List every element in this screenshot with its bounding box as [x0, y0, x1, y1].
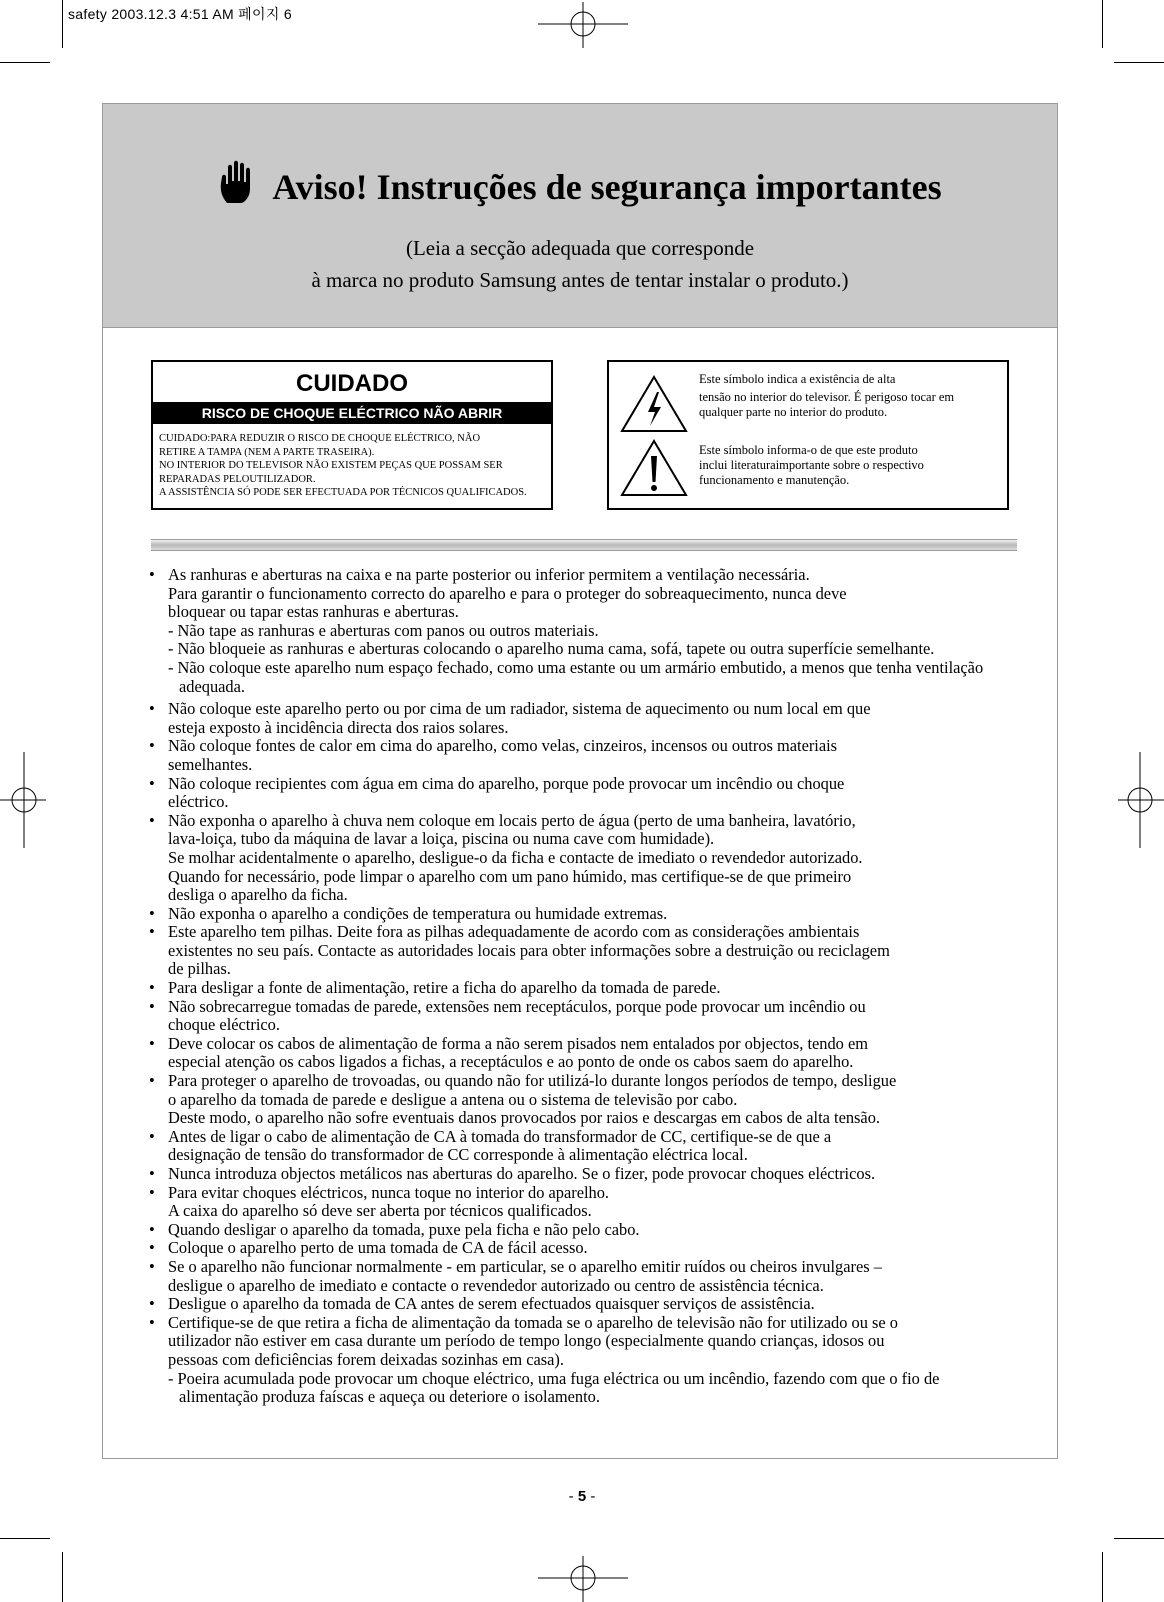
safety-item-line: • Para proteger o aparelho de trovoadas, ou quando não for utilizá-lo durante longos períodos de tempo, desligue — [168, 1071, 897, 1091]
safety-item-line: lava-loiça, tubo da máquina de lavar a loiça, piscina ou numa cave com humidade). — [168, 829, 715, 849]
page-title-row — [103, 159, 1057, 209]
safety-item-line: • Para desligar a fonte de alimentação, retire a ficha do aparelho da tomada de parede. — [168, 978, 721, 998]
subtitle-line: (Leia a secção adequada que corresponde — [405, 236, 755, 260]
safety-item-line: • Não coloque este aparelho perto ou por cima de um radiador, sistema de aquecimento ou num local em que — [168, 699, 871, 719]
safety-item-line: Para garantir o funcionamento correcto do aparelho e para o proteger do sobreaquecimento, nunca deve — [168, 583, 847, 603]
safety-item — [149, 775, 1019, 812]
safety-item-line: • Não sobrecarregue tomadas de parede, extensões nem receptáculos, porque pode provocar um incêndio ou — [168, 996, 866, 1016]
registration-mark-left — [0, 752, 46, 848]
safety-item-line: desligue o aparelho de imediato e contacte o revendedor autorizado ou centro de assistência técnica. — [168, 1275, 824, 1295]
safety-item — [149, 700, 1019, 737]
voltage-line: Este símbolo indica a existência de alta — [699, 372, 896, 386]
caution-text — [153, 424, 551, 500]
safety-item-line: • Deve colocar os cabos de alimentação de forma a não serem pisados nem entalados por objectos, tendo em — [168, 1033, 868, 1053]
safety-sub-item: - Não coloque este aparelho num espaço fechado, como uma estante ou um armário embutido, a menos que tenha ventilação adequada. — [168, 657, 984, 696]
lightning-bolt-triangle-icon — [619, 374, 689, 434]
safety-sub-item: - Não bloqueie as ranhuras e aberturas colocando o aparelho numa cama, sofá, tapete ou outra superfície semelhante. — [168, 639, 935, 659]
stop-hand-icon — [218, 159, 256, 205]
safety-item — [149, 1128, 1019, 1165]
crop-mark — [62, 0, 63, 48]
safety-item — [149, 1072, 1019, 1128]
caution-warning-bar: RISCO DE CHOQUE ELÉCTRICO NÃO ABRIR — [153, 402, 551, 424]
safety-item-line: • Não coloque recipientes com água em cima do aparelho, porque pode provocar um incêndio ou choque — [168, 773, 845, 793]
safety-item-line: • Desligue o aparelho da tomada de CA antes de serem efectuados quaisquer serviços de assistência. — [168, 1294, 815, 1314]
warning-line: funcionamento e manutenção. — [699, 473, 850, 487]
safety-item — [149, 1184, 1019, 1221]
safety-item — [149, 1165, 1019, 1184]
safety-item — [149, 1239, 1019, 1258]
warning-line: inclui literaturaimportante sobre o respectivo — [699, 458, 924, 472]
symbol-legend — [607, 360, 1009, 510]
safety-item-line: o aparelho da tomada de parede e desligue a antena ou o sistema de televisão por cabo. — [168, 1089, 738, 1109]
safety-item-line: • Se o aparelho não funcionar normalmente - em particular, se o aparelho emitir ruídos ou cheiros invulgares – — [168, 1256, 882, 1276]
warning-symbol-text — [699, 443, 999, 488]
safety-item — [149, 812, 1019, 905]
page-title: Aviso! Instruções de segurança importantes — [272, 167, 942, 207]
caution-line: A ASSISTÊNCIA SÓ PODE SER EFECTUADA POR TÉCNICOS QUALIFICADOS. — [159, 487, 527, 498]
safety-item-line: • Certifique-se de que retira a ficha de alimentação da tomada se o aparelho de televisão não for utilizado ou se o — [168, 1312, 898, 1332]
safety-item-line: desliga o aparelho da ficha. — [168, 885, 348, 905]
safety-item-line: esteja exposto à incidência directa dos raios solares. — [168, 717, 509, 737]
page-subtitle — [103, 232, 1057, 296]
print-slug: safety 2003.12.3 4:51 AM 페이지 6 — [68, 6, 292, 22]
safety-item-line: designação de tensão do transformador de CC corresponde à alimentação eléctrica local. — [168, 1145, 748, 1165]
crop-mark — [1114, 62, 1164, 63]
warning-line: Este símbolo informa-o de que este produto — [699, 443, 918, 457]
crop-mark — [62, 1552, 63, 1602]
safety-item-line: • Coloque o aparelho perto de uma tomada de CA de fácil acesso. — [168, 1238, 588, 1258]
safety-item — [149, 998, 1019, 1035]
safety-item-line: • Não exponha o aparelho a condições de temperatura ou humidade extremas. — [168, 903, 668, 923]
safety-item-line: bloquear ou tapar estas ranhuras e aberturas. — [168, 602, 459, 622]
safety-item-line: Quando for necessário, pode limpar o aparelho com um pano húmido, mas certifique-se de que primeiro — [168, 866, 852, 886]
safety-item-line: de pilhas. — [168, 959, 231, 979]
crop-mark — [1102, 1552, 1103, 1602]
safety-item-line: Se molhar acidentalmente o aparelho, desligue-o da ficha e contacte de imediato o revendedor autorizado. — [168, 847, 863, 867]
safety-item — [149, 1295, 1019, 1314]
caution-title: CUIDADO — [296, 370, 408, 397]
subtitle-line: à marca no produto Samsung antes de tentar instalar o produto.) — [311, 268, 849, 292]
safety-item-line: • Antes de ligar o cabo de alimentação de CA à tomada do transformador de CC, certifique-se de que a — [168, 1126, 832, 1146]
safety-item-line: pessoas com deficiências forem deixadas sozinhas em casa). — [168, 1349, 564, 1369]
safety-item-line: • Não exponha o aparelho à chuva nem coloque em locais perto de água (perto de uma banheira, lavatório, — [168, 810, 856, 830]
crop-mark — [1114, 1538, 1164, 1539]
safety-item-line: • Para evitar choques eléctricos, nunca toque no interior do aparelho. — [168, 1182, 610, 1202]
safety-item — [149, 737, 1019, 774]
safety-item-line: • Quando desligar o aparelho da tomada, puxe pela ficha e não pelo cabo. — [168, 1219, 640, 1239]
crop-mark — [0, 62, 50, 63]
voltage-line: qualquer parte no interior do produto. — [699, 405, 888, 419]
safety-item-line: • Nunca introduza objectos metálicos nas aberturas do aparelho. Se o fizer, pode provocar choques eléctricos. — [168, 1164, 876, 1183]
page-number: - 5 - — [568, 1488, 596, 1505]
safety-item — [149, 1258, 1019, 1295]
safety-item — [149, 905, 1019, 924]
exclamation-triangle-icon — [619, 438, 689, 498]
caution-line: REPARADAS PELOUTILIZADOR. — [159, 473, 316, 485]
safety-item-line: choque eléctrico. — [168, 1015, 280, 1035]
safety-item — [149, 1035, 1019, 1072]
safety-item — [149, 1314, 1019, 1407]
caution-line: NO INTERIOR DO TELEVISOR NÃO EXISTEM PEÇAS QUE POSSAM SER — [159, 460, 503, 471]
safety-item-line: especial atenção os cabos ligados a fichas, a receptáculos e ao ponto de onde os cabos saem do aparelho. — [168, 1052, 854, 1072]
registration-mark-bottom — [538, 1556, 628, 1602]
safety-item — [149, 566, 1019, 696]
section-separator — [151, 539, 1017, 551]
caution-line: CUIDADO:PARA REDUZIR O RISCO DE CHOQUE ELÉCTRICO, NÃO — [159, 433, 481, 444]
page-frame — [102, 103, 1058, 1459]
safety-item — [149, 1221, 1019, 1240]
header-band — [103, 104, 1057, 328]
safety-instructions-list — [149, 566, 1019, 1407]
safety-sub-item: - Poeira acumulada pode provocar um choque eléctrico, uma fuga eléctrica ou um incêndio, fazendo com que o fio de alimentação produza faíscas e aqueça ou deteriore o isolamento. — [168, 1368, 940, 1407]
voltage-line: tensão no interior do televisor. É perigoso tocar em — [699, 390, 955, 404]
safety-item-line: Deste modo, o aparelho não sofre eventuais danos provocados por raios e descargas em cabos de alta tensão. — [168, 1108, 880, 1128]
safety-sub-item: - Não tape as ranhuras e aberturas com panos ou outros materiais. — [168, 620, 599, 640]
safety-item — [149, 979, 1019, 998]
caution-line: RETIRE A TAMPA (NEM A PARTE TRASEIRA). — [159, 446, 375, 458]
safety-item-line: semelhantes. — [168, 754, 253, 774]
safety-item-line: • Este aparelho tem pilhas. Deite fora as pilhas adequadamente de acordo com as considerações ambientais — [168, 922, 860, 942]
safety-item-line: • As ranhuras e aberturas na caixa e na parte posterior ou inferior permitem a ventilação necessária. — [168, 565, 810, 584]
safety-item-line: eléctrico. — [168, 792, 229, 812]
caution-label — [151, 360, 553, 510]
safety-item-line: existentes no seu país. Contacte as autoridades locais para obter informações sobre a destruição ou reciclagem — [168, 940, 890, 960]
safety-item-line: A caixa do aparelho só deve ser aberta por técnicos qualificados. — [168, 1201, 592, 1221]
crop-mark — [1102, 0, 1103, 48]
crop-mark — [0, 1538, 50, 1539]
safety-item-line: utilizador não estiver em casa durante um período de tempo longo (especialmente quando crianças, idosos ou — [168, 1331, 885, 1351]
safety-item — [149, 923, 1019, 979]
voltage-symbol-text — [699, 372, 999, 420]
registration-mark-right — [1118, 752, 1164, 848]
page-number-value: 5 — [577, 1488, 587, 1505]
registration-mark-top — [538, 2, 628, 48]
safety-item-line: • Não coloque fontes de calor em cima do aparelho, como velas, cinzeiros, incensos ou outros materiais — [168, 736, 838, 756]
